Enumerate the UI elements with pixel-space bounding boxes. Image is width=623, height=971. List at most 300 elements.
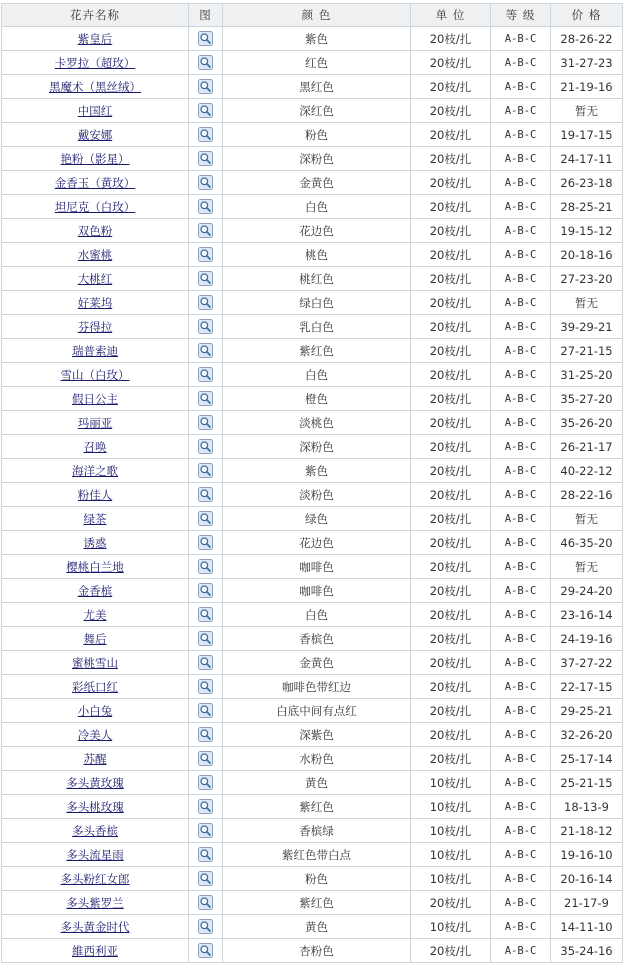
image-cell (189, 555, 223, 579)
header-image: 图 (189, 4, 223, 27)
grade-cell: A-B-C (491, 555, 551, 579)
price-cell: 27-23-20 (551, 267, 623, 291)
grade-cell: A-B-C (491, 939, 551, 963)
grade-cell: A-B-C (491, 507, 551, 531)
color-cell: 紫红色 (223, 339, 411, 363)
price-cell: 19-17-15 (551, 123, 623, 147)
flower-name-cell (2, 75, 189, 99)
flower-name-cell (2, 603, 189, 627)
flower-name-cell (2, 315, 189, 339)
price-cell: 19-16-10 (551, 843, 623, 867)
flower-name-cell (2, 411, 189, 435)
color-cell: 橙色 (223, 387, 411, 411)
image-cell (189, 267, 223, 291)
grade-cell: A-B-C (491, 243, 551, 267)
grade-cell: A-B-C (491, 363, 551, 387)
table-row (2, 387, 623, 411)
image-cell (189, 507, 223, 531)
image-cell (189, 603, 223, 627)
unit-cell: 20枝/扎 (411, 51, 491, 75)
flower-name-link[interactable]: 多头桃玫瑰 (66, 799, 124, 814)
flower-name-link[interactable]: 雪山（白玫） (60, 367, 130, 382)
table-row (2, 579, 623, 603)
grade-cell: A-B-C (491, 411, 551, 435)
color-cell: 香槟色 (223, 627, 411, 651)
grade-cell: A-B-C (491, 195, 551, 219)
header-price: 价 格 (551, 4, 623, 27)
image-cell (189, 291, 223, 315)
grade-cell: A-B-C (491, 795, 551, 819)
image-cell (189, 459, 223, 483)
grade-cell: A-B-C (491, 339, 551, 363)
price-cell: 25-21-15 (551, 771, 623, 795)
color-cell: 咖啡色 (223, 579, 411, 603)
flower-name-cell (2, 939, 189, 963)
unit-cell: 10枝/扎 (411, 843, 491, 867)
magnifier-icon[interactable] (198, 439, 213, 454)
grade-cell: A-B-C (491, 531, 551, 555)
image-cell (189, 123, 223, 147)
image-cell (189, 219, 223, 243)
color-cell: 桃红色 (223, 267, 411, 291)
unit-cell: 20枝/扎 (411, 507, 491, 531)
price-cell: 26-21-17 (551, 435, 623, 459)
magnifier-icon[interactable] (198, 199, 213, 214)
magnifier-icon[interactable] (198, 463, 213, 478)
flower-name-cell (2, 363, 189, 387)
price-cell: 32-26-20 (551, 723, 623, 747)
price-cell: 18-13-9 (551, 795, 623, 819)
table-header-row (2, 4, 623, 27)
flower-name-link[interactable]: 多头香槟 (72, 823, 118, 838)
flower-name-cell (2, 867, 189, 891)
grade-cell: A-B-C (491, 603, 551, 627)
unit-cell: 20枝/扎 (411, 99, 491, 123)
grade-cell: A-B-C (491, 27, 551, 51)
unit-cell: 20枝/扎 (411, 243, 491, 267)
unit-cell: 10枝/扎 (411, 795, 491, 819)
table-row (2, 555, 623, 579)
flower-name-cell (2, 843, 189, 867)
grade-cell: A-B-C (491, 171, 551, 195)
magnifier-icon[interactable] (198, 391, 213, 406)
magnifier-icon[interactable] (198, 31, 213, 46)
image-cell (189, 843, 223, 867)
flower-name-link[interactable]: 多头紫罗兰 (66, 895, 124, 910)
flower-name-link[interactable]: 海洋之歌 (72, 463, 118, 478)
flower-name-link[interactable]: 多头黄玫瑰 (66, 775, 124, 790)
unit-cell: 20枝/扎 (411, 75, 491, 99)
flower-name-link[interactable]: 彩纸口红 (72, 679, 118, 694)
unit-cell: 20枝/扎 (411, 123, 491, 147)
table-row (2, 603, 623, 627)
price-cell: 21-17-9 (551, 891, 623, 915)
table-row (2, 891, 623, 915)
image-cell (189, 171, 223, 195)
magnifier-icon[interactable] (198, 655, 213, 670)
flower-name-link[interactable]: 紫皇后 (77, 31, 113, 46)
table-row (2, 483, 623, 507)
table-row (2, 747, 623, 771)
image-cell (189, 435, 223, 459)
flower-name-link[interactable]: 維西利亚 (72, 943, 118, 958)
flower-name-cell (2, 915, 189, 939)
image-cell (189, 363, 223, 387)
flower-name-link[interactable]: 冷美人 (77, 727, 113, 742)
color-cell: 粉色 (223, 123, 411, 147)
magnifier-icon[interactable] (198, 775, 213, 790)
color-cell: 白色 (223, 363, 411, 387)
flower-name-link[interactable]: 大桃红 (77, 271, 113, 286)
flower-name-cell (2, 147, 189, 171)
table-row (2, 915, 623, 939)
color-cell: 白色 (223, 195, 411, 219)
magnifier-icon[interactable] (198, 319, 213, 334)
color-cell: 金黄色 (223, 651, 411, 675)
color-cell: 淡桃色 (223, 411, 411, 435)
table-row (2, 675, 623, 699)
unit-cell: 20枝/扎 (411, 603, 491, 627)
image-cell (189, 675, 223, 699)
flower-name-link[interactable]: 尤美 (83, 607, 107, 622)
flower-name-link[interactable]: 好莱坞 (77, 295, 113, 310)
image-cell (189, 315, 223, 339)
table-row (2, 171, 623, 195)
magnifier-icon[interactable] (198, 511, 213, 526)
magnifier-icon[interactable] (198, 55, 213, 70)
unit-cell: 20枝/扎 (411, 267, 491, 291)
flower-name-cell (2, 27, 189, 51)
magnifier-icon[interactable] (198, 823, 213, 838)
unit-cell: 20枝/扎 (411, 459, 491, 483)
table-row (2, 699, 623, 723)
color-cell: 淡粉色 (223, 483, 411, 507)
color-cell: 黄色 (223, 915, 411, 939)
flower-name-cell (2, 195, 189, 219)
unit-cell: 10枝/扎 (411, 867, 491, 891)
price-cell: 31-27-23 (551, 51, 623, 75)
flower-name-link[interactable]: 粉佳人 (77, 487, 113, 502)
magnifier-icon[interactable] (198, 487, 213, 502)
color-cell: 水粉色 (223, 747, 411, 771)
table-row (2, 339, 623, 363)
image-cell (189, 483, 223, 507)
grade-cell: A-B-C (491, 843, 551, 867)
flower-name-cell (2, 123, 189, 147)
image-cell (189, 51, 223, 75)
table-row (2, 459, 623, 483)
magnifier-icon[interactable] (198, 343, 213, 358)
price-cell: 23-16-14 (551, 603, 623, 627)
flower-name-cell (2, 99, 189, 123)
flower-name-link[interactable]: 多头黄金时代 (60, 919, 130, 934)
flower-name-cell (2, 579, 189, 603)
price-cell: 29-25-21 (551, 699, 623, 723)
flower-name-link[interactable]: 金香玉（黄玫） (54, 175, 136, 190)
unit-cell: 20枝/扎 (411, 315, 491, 339)
unit-cell: 20枝/扎 (411, 531, 491, 555)
price-cell: 20-16-14 (551, 867, 623, 891)
price-cell: 20-18-16 (551, 243, 623, 267)
flower-name-link[interactable]: 舞后 (83, 631, 107, 646)
color-cell: 深粉色 (223, 435, 411, 459)
color-cell: 绿白色 (223, 291, 411, 315)
grade-cell: A-B-C (491, 291, 551, 315)
unit-cell: 20枝/扎 (411, 27, 491, 51)
color-cell: 杏粉色 (223, 939, 411, 963)
grade-cell: A-B-C (491, 75, 551, 99)
image-cell (189, 867, 223, 891)
table-row (2, 819, 623, 843)
table-row (2, 219, 623, 243)
grade-cell: A-B-C (491, 915, 551, 939)
magnifier-icon[interactable] (198, 679, 213, 694)
flower-name-link[interactable]: 艳粉（影星） (60, 151, 130, 166)
price-cell: 35-24-16 (551, 939, 623, 963)
image-cell (189, 819, 223, 843)
flower-name-cell (2, 51, 189, 75)
magnifier-icon[interactable] (198, 247, 213, 262)
grade-cell: A-B-C (491, 435, 551, 459)
magnifier-icon[interactable] (198, 103, 213, 118)
table-row (2, 435, 623, 459)
table-row (2, 939, 623, 963)
color-cell: 紫色 (223, 27, 411, 51)
unit-cell: 20枝/扎 (411, 483, 491, 507)
flower-name-cell (2, 651, 189, 675)
flower-name-link[interactable]: 玛丽亚 (77, 415, 113, 430)
price-cell: 28-22-16 (551, 483, 623, 507)
color-cell: 乳白色 (223, 315, 411, 339)
price-cell: 29-24-20 (551, 579, 623, 603)
grade-cell: A-B-C (491, 627, 551, 651)
price-cell: 35-27-20 (551, 387, 623, 411)
table-row (2, 531, 623, 555)
magnifier-icon[interactable] (198, 919, 213, 934)
header-grade: 等 级 (491, 4, 551, 27)
table-row (2, 75, 623, 99)
image-cell (189, 531, 223, 555)
table-row (2, 723, 623, 747)
table-row (2, 315, 623, 339)
flower-name-cell (2, 627, 189, 651)
magnifier-icon[interactable] (198, 415, 213, 430)
flower-name-link[interactable]: 芬得拉 (77, 319, 113, 334)
color-cell: 桃色 (223, 243, 411, 267)
table-row (2, 123, 623, 147)
magnifier-icon[interactable] (198, 535, 213, 550)
color-cell: 花边色 (223, 531, 411, 555)
color-cell: 绿色 (223, 507, 411, 531)
image-cell (189, 939, 223, 963)
magnifier-icon[interactable] (198, 175, 213, 190)
grade-cell: A-B-C (491, 315, 551, 339)
table-row (2, 867, 623, 891)
image-cell (189, 243, 223, 267)
unit-cell: 20枝/扎 (411, 219, 491, 243)
magnifier-icon[interactable] (198, 895, 213, 910)
flower-name-link[interactable]: 蜜桃雪山 (72, 655, 118, 670)
flower-name-cell (2, 387, 189, 411)
image-cell (189, 627, 223, 651)
magnifier-icon[interactable] (198, 223, 213, 238)
flower-name-link[interactable]: 假日公主 (72, 391, 118, 406)
magnifier-icon[interactable] (198, 607, 213, 622)
grade-cell: A-B-C (491, 51, 551, 75)
image-cell (189, 195, 223, 219)
magnifier-icon[interactable] (198, 151, 213, 166)
grade-cell: A-B-C (491, 699, 551, 723)
flower-name-link[interactable]: 卡罗拉（超玫） (54, 55, 136, 70)
flower-name-cell (2, 435, 189, 459)
magnifier-icon[interactable] (198, 703, 213, 718)
price-cell: 28-25-21 (551, 195, 623, 219)
header-unit: 单 位 (411, 4, 491, 27)
image-cell (189, 411, 223, 435)
unit-cell: 20枝/扎 (411, 675, 491, 699)
flower-name-cell (2, 531, 189, 555)
flower-name-link[interactable]: 水蜜桃 (77, 247, 113, 262)
table-row (2, 507, 623, 531)
table-row (2, 795, 623, 819)
price-cell: 暂无 (551, 291, 623, 315)
table-row (2, 771, 623, 795)
flower-name-link[interactable]: 苏醒 (83, 751, 107, 766)
header-flower-name: 花卉名称 (2, 4, 189, 27)
magnifier-icon[interactable] (198, 847, 213, 862)
flower-name-link[interactable]: 金香槟 (77, 583, 113, 598)
magnifier-icon[interactable] (198, 943, 213, 958)
header-color: 颜 色 (223, 4, 411, 27)
color-cell: 黑红色 (223, 75, 411, 99)
flower-name-link[interactable]: 樱桃白兰地 (66, 559, 124, 574)
flower-name-link[interactable]: 黑魔术（黑丝绒） (49, 79, 141, 94)
grade-cell: A-B-C (491, 219, 551, 243)
image-cell (189, 699, 223, 723)
grade-cell: A-B-C (491, 675, 551, 699)
image-cell (189, 795, 223, 819)
magnifier-icon[interactable] (198, 631, 213, 646)
table-row (2, 243, 623, 267)
magnifier-icon[interactable] (198, 751, 213, 766)
flower-name-cell (2, 675, 189, 699)
unit-cell: 20枝/扎 (411, 291, 491, 315)
flower-name-cell (2, 243, 189, 267)
color-cell: 深紫色 (223, 723, 411, 747)
flower-name-link[interactable]: 瑞普索迪 (72, 343, 118, 358)
grade-cell: A-B-C (491, 747, 551, 771)
flower-name-cell (2, 219, 189, 243)
table-row (2, 291, 623, 315)
color-cell: 紫色 (223, 459, 411, 483)
unit-cell: 20枝/扎 (411, 435, 491, 459)
unit-cell: 20枝/扎 (411, 699, 491, 723)
price-cell: 14-11-10 (551, 915, 623, 939)
magnifier-icon[interactable] (198, 559, 213, 574)
price-cell: 暂无 (551, 99, 623, 123)
grade-cell: A-B-C (491, 891, 551, 915)
grade-cell: A-B-C (491, 579, 551, 603)
flower-name-cell (2, 795, 189, 819)
unit-cell: 20枝/扎 (411, 555, 491, 579)
grade-cell: A-B-C (491, 483, 551, 507)
flower-name-link[interactable]: 戴安娜 (77, 127, 113, 142)
flower-name-cell (2, 171, 189, 195)
unit-cell: 20枝/扎 (411, 411, 491, 435)
flower-name-link[interactable]: 小白兔 (77, 703, 113, 718)
price-cell: 39-29-21 (551, 315, 623, 339)
table-row (2, 195, 623, 219)
magnifier-icon[interactable] (198, 871, 213, 886)
grade-cell: A-B-C (491, 123, 551, 147)
magnifier-icon[interactable] (198, 727, 213, 742)
grade-cell: A-B-C (491, 867, 551, 891)
magnifier-icon[interactable] (198, 79, 213, 94)
image-cell (189, 915, 223, 939)
unit-cell: 20枝/扎 (411, 195, 491, 219)
flower-name-cell (2, 555, 189, 579)
magnifier-icon[interactable] (198, 295, 213, 310)
flower-name-cell (2, 339, 189, 363)
image-cell (189, 387, 223, 411)
color-cell: 深粉色 (223, 147, 411, 171)
flower-name-link[interactable]: 诱惑 (83, 535, 107, 550)
flower-name-cell (2, 819, 189, 843)
magnifier-icon[interactable] (198, 367, 213, 382)
grade-cell: A-B-C (491, 99, 551, 123)
flower-name-link[interactable]: 召唤 (83, 439, 107, 454)
unit-cell: 20枝/扎 (411, 387, 491, 411)
flower-name-link[interactable]: 多头流星雨 (66, 847, 124, 862)
color-cell: 金黄色 (223, 171, 411, 195)
grade-cell: A-B-C (491, 771, 551, 795)
magnifier-icon[interactable] (198, 271, 213, 286)
price-cell: 21-19-16 (551, 75, 623, 99)
grade-cell: A-B-C (491, 459, 551, 483)
price-cell: 40-22-12 (551, 459, 623, 483)
image-cell (189, 747, 223, 771)
price-cell: 19-15-12 (551, 219, 623, 243)
image-cell (189, 339, 223, 363)
table-row (2, 51, 623, 75)
flower-name-link[interactable]: 中国红 (77, 103, 113, 118)
magnifier-icon[interactable] (198, 583, 213, 598)
magnifier-icon[interactable] (198, 799, 213, 814)
flower-name-cell (2, 459, 189, 483)
flower-name-cell (2, 747, 189, 771)
flower-name-link[interactable]: 多头粉红女郎 (60, 871, 130, 886)
image-cell (189, 579, 223, 603)
color-cell: 黄色 (223, 771, 411, 795)
flower-name-link[interactable]: 坦尼克（白玫） (54, 199, 136, 214)
grade-cell: A-B-C (491, 387, 551, 411)
color-cell: 红色 (223, 51, 411, 75)
flower-name-cell (2, 771, 189, 795)
table-row (2, 651, 623, 675)
grade-cell: A-B-C (491, 723, 551, 747)
unit-cell: 20枝/扎 (411, 363, 491, 387)
color-cell: 深红色 (223, 99, 411, 123)
magnifier-icon[interactable] (198, 127, 213, 142)
flower-name-link[interactable]: 绿茶 (83, 511, 107, 526)
flower-name-cell (2, 723, 189, 747)
flower-name-link[interactable]: 双色粉 (77, 223, 113, 238)
unit-cell: 20枝/扎 (411, 939, 491, 963)
grade-cell: A-B-C (491, 267, 551, 291)
unit-cell: 20枝/扎 (411, 627, 491, 651)
price-cell: 31-25-20 (551, 363, 623, 387)
price-cell: 27-21-15 (551, 339, 623, 363)
